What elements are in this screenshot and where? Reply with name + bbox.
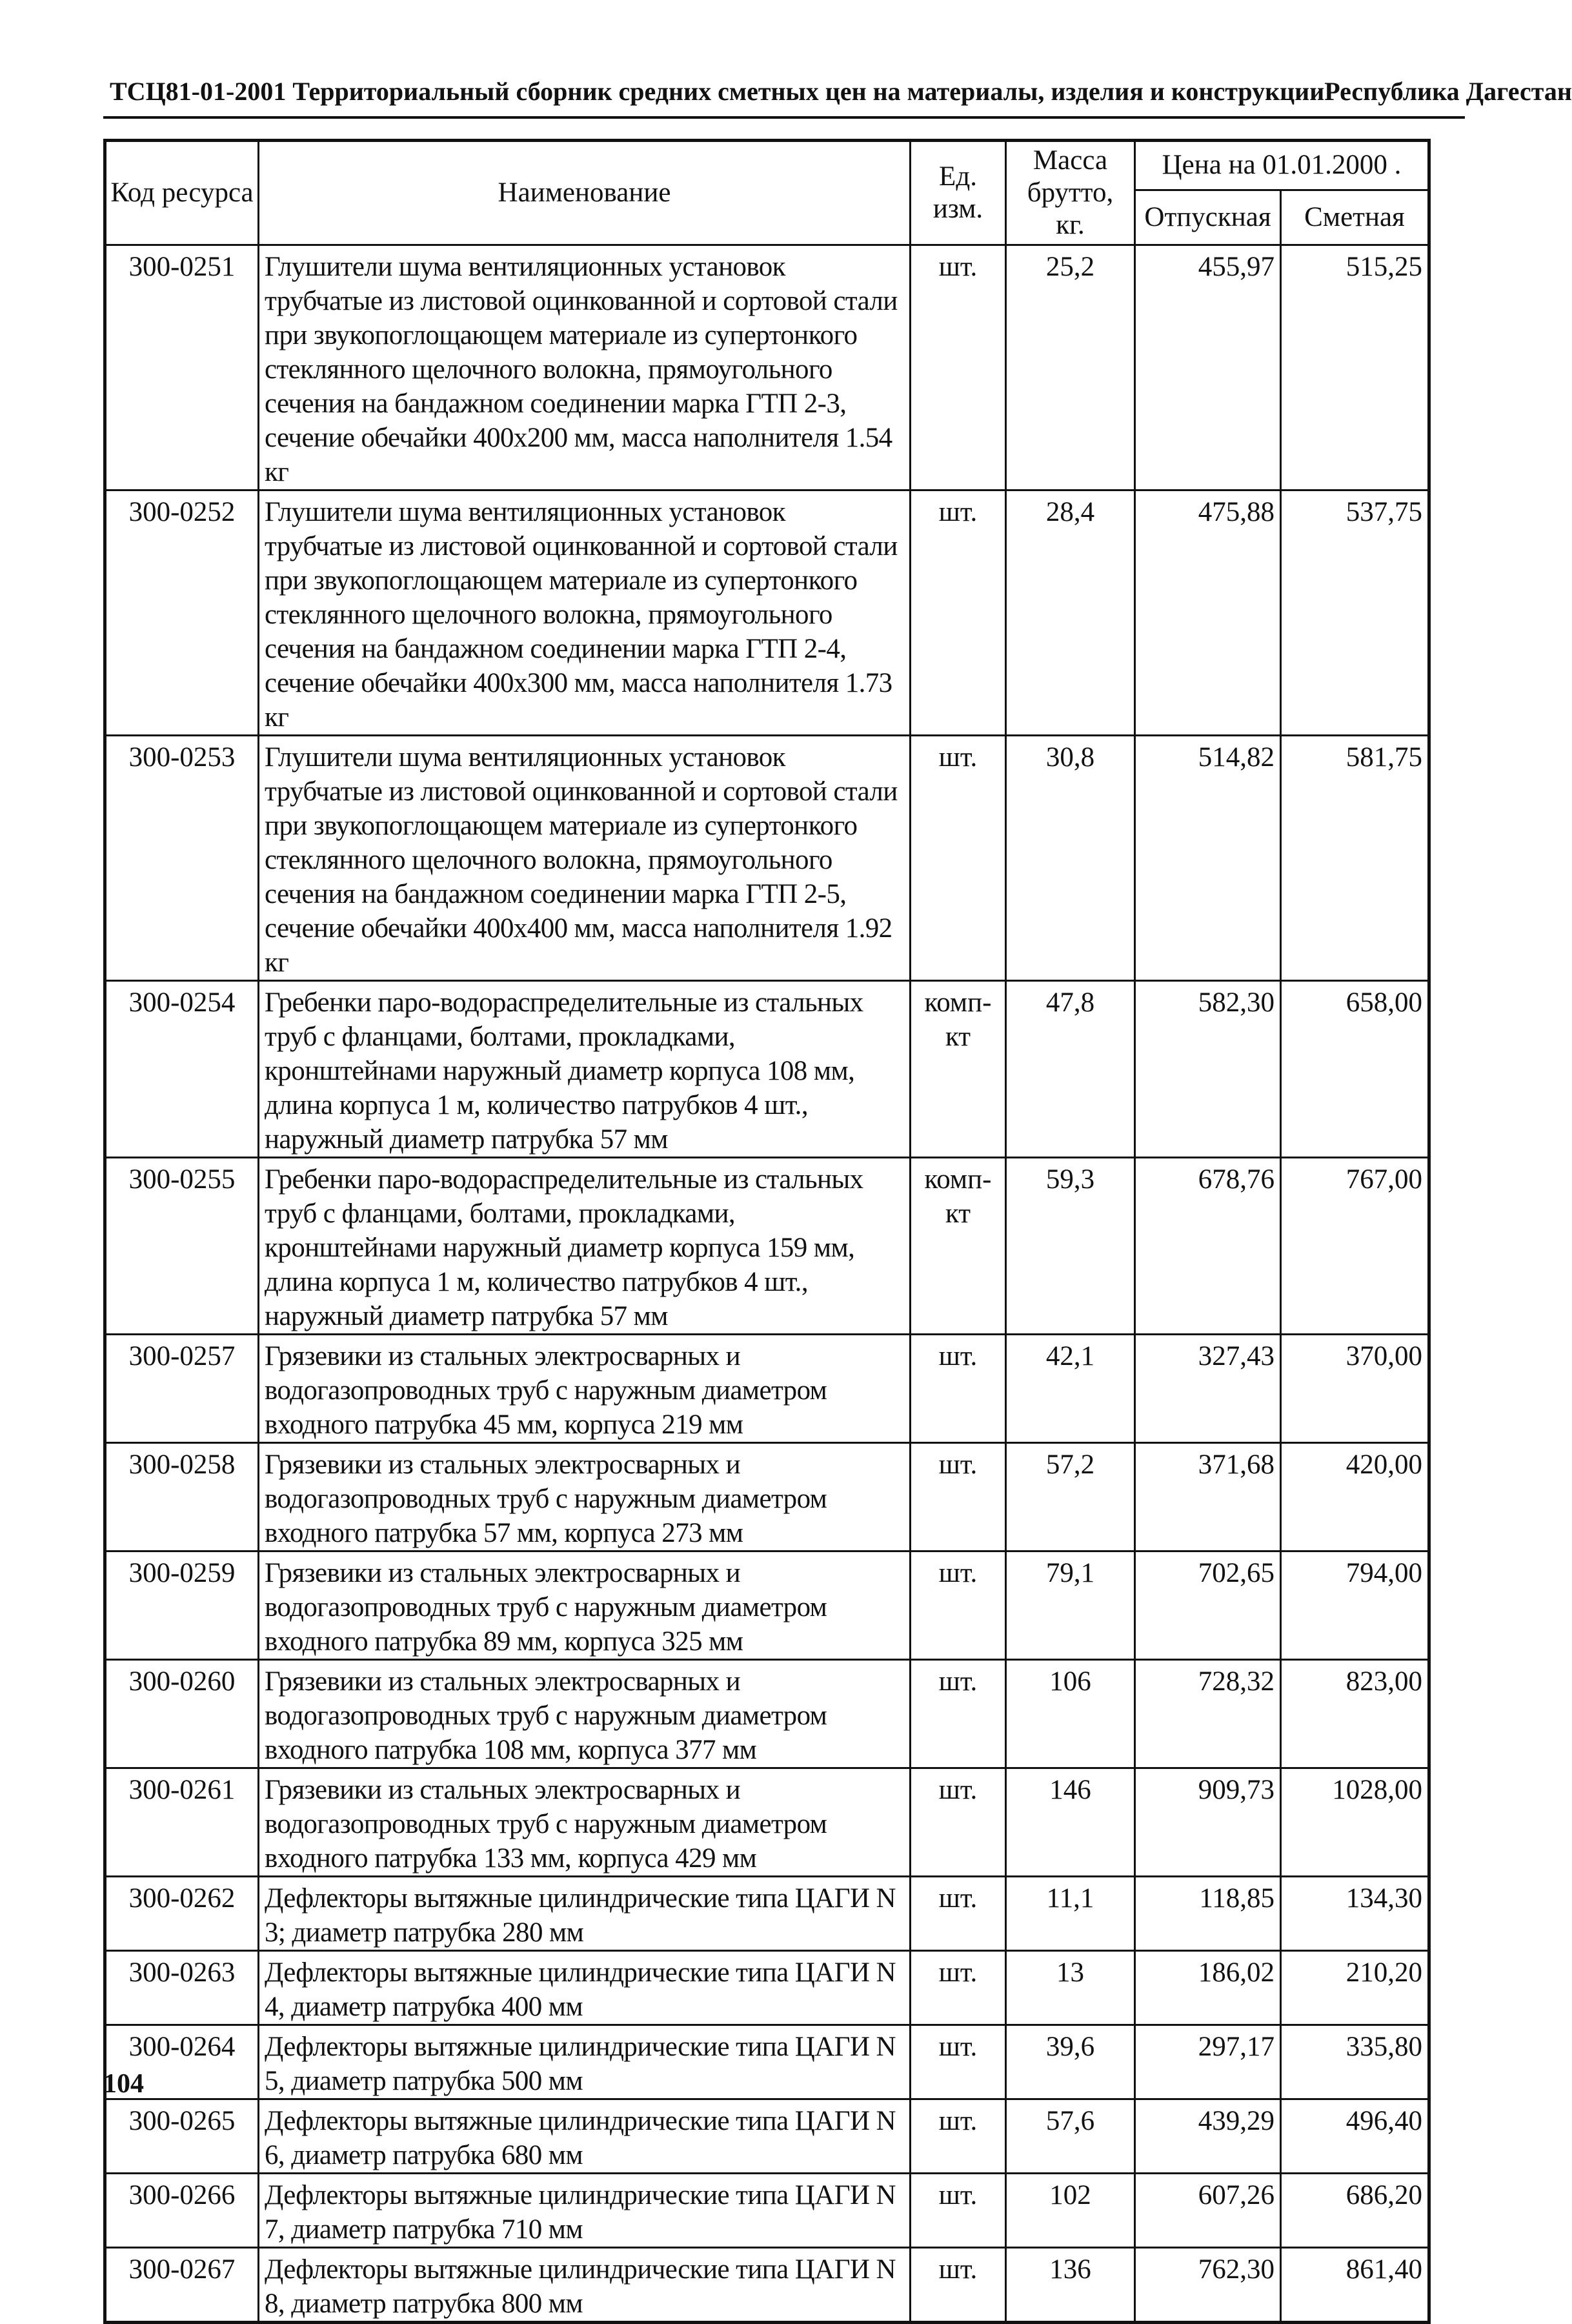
header-region: Республика Дагестан <box>1324 77 1572 106</box>
resource-mass: 13 <box>1006 1951 1135 2025</box>
resource-unit: шт. <box>911 736 1006 981</box>
resource-mass: 106 <box>1006 1660 1135 1768</box>
resource-unit: шт. <box>911 245 1006 490</box>
resource-name: Глушители шума вентиляционных установок трубчатые из листовой оцинкованной и сортовой стали при звукопоглощающем материале из супертонкого стеклянного щелочного волокна, прямоугольного сечения на бандажном соединении марка ГТП 2-4, сечение обечайки 400х300 мм, масса наполнителя 1.73 кг <box>259 490 911 736</box>
resource-name: Глушители шума вентиляционных установок трубчатые из листовой оцинкованной и сортовой стали при звукопоглощающем материале из супертонкого стеклянного щелочного волокна, прямоугольного сечения на бандажном соединении марка ГТП 2-5, сечение обечайки 400х400 мм, масса наполнителя 1.92 кг <box>259 736 911 981</box>
resource-unit: шт. <box>911 1768 1006 1877</box>
estimate-price: 767,00 <box>1281 1158 1429 1335</box>
estimate-price: 658,00 <box>1281 981 1429 1158</box>
resource-mass: 42,1 <box>1006 1335 1135 1443</box>
resource-unit: шт. <box>911 2248 1006 2323</box>
estimate-price: 210,20 <box>1281 1951 1429 2025</box>
resource-mass: 59,3 <box>1006 1158 1135 1335</box>
header-price-group: Цена на 01.01.2000 . <box>1135 141 1429 190</box>
estimate-price: 581,75 <box>1281 736 1429 981</box>
table-row <box>105 1768 1429 1877</box>
resource-mass: 47,8 <box>1006 981 1135 1158</box>
wholesale-price: 678,76 <box>1135 1158 1281 1335</box>
resource-name: Дефлекторы вытяжные цилиндрические типа ЦАГИ N 4, диаметр патрубка 400 мм <box>259 1951 911 2025</box>
resource-mass: 28,4 <box>1006 490 1135 736</box>
wholesale-price: 607,26 <box>1135 2174 1281 2248</box>
resource-unit: шт. <box>911 2174 1006 2248</box>
resource-unit: шт. <box>911 1877 1006 1951</box>
resource-code: 300-0254 <box>105 981 259 1158</box>
resource-unit: шт. <box>911 1951 1006 2025</box>
estimate-price: 335,80 <box>1281 2025 1429 2099</box>
price-table-body <box>105 245 1429 2323</box>
resource-name: Дефлекторы вытяжные цилиндрические типа ЦАГИ N 7, диаметр патрубка 710 мм <box>259 2174 911 2248</box>
estimate-price: 823,00 <box>1281 1660 1429 1768</box>
table-row <box>105 1158 1429 1335</box>
resource-unit: комп-кт <box>911 981 1006 1158</box>
header-name: Наименование <box>259 141 911 245</box>
resource-code: 300-0261 <box>105 1768 259 1877</box>
resource-name: Грязевики из стальных электросварных и водогазопроводных труб с наружным диаметром входного патрубка 133 мм, корпуса 429 мм <box>259 1768 911 1877</box>
resource-name: Гребенки паро-водораспределительные из стальных труб с фланцами, болтами, прокладками, кронштейнами наружный диаметр корпуса 159 мм, длина корпуса 1 м, количество патрубков 4 шт., наружный диаметр патрубка 57 мм <box>259 1158 911 1335</box>
resource-code: 300-0265 <box>105 2099 259 2174</box>
table-row <box>105 1951 1429 2025</box>
resource-mass: 136 <box>1006 2248 1135 2323</box>
estimate-price: 370,00 <box>1281 1335 1429 1443</box>
resource-mass: 25,2 <box>1006 245 1135 490</box>
table-row <box>105 2025 1429 2099</box>
wholesale-price: 327,43 <box>1135 1335 1281 1443</box>
running-header <box>110 76 1572 106</box>
resource-name: Грязевики из стальных электросварных и водогазопроводных труб с наружным диаметром входного патрубка 57 мм, корпуса 273 мм <box>259 1443 911 1551</box>
header-code: Код ресурса <box>105 141 259 245</box>
resource-code: 300-0266 <box>105 2174 259 2248</box>
resource-code: 300-0262 <box>105 1877 259 1951</box>
header-unit: Ед. изм. <box>911 141 1006 245</box>
table-row <box>105 245 1429 490</box>
table-row <box>105 2248 1429 2323</box>
wholesale-price: 455,97 <box>1135 245 1281 490</box>
resource-name: Грязевики из стальных электросварных и водогазопроводных труб с наружным диаметром входного патрубка 89 мм, корпуса 325 мм <box>259 1551 911 1660</box>
wholesale-price: 582,30 <box>1135 981 1281 1158</box>
estimate-price: 496,40 <box>1281 2099 1429 2174</box>
resource-unit: шт. <box>911 1443 1006 1551</box>
wholesale-price: 909,73 <box>1135 1768 1281 1877</box>
table-row <box>105 736 1429 981</box>
resource-code: 300-0263 <box>105 1951 259 2025</box>
resource-unit: шт. <box>911 1335 1006 1443</box>
wholesale-price: 371,68 <box>1135 1443 1281 1551</box>
table-row <box>105 1335 1429 1443</box>
wholesale-price: 475,88 <box>1135 490 1281 736</box>
header-mass: Масса брутто, кг. <box>1006 141 1135 245</box>
resource-mass: 30,8 <box>1006 736 1135 981</box>
table-row <box>105 2174 1429 2248</box>
header-wholesale: Отпускная <box>1135 190 1281 245</box>
header-rule <box>103 116 1465 119</box>
resource-code: 300-0267 <box>105 2248 259 2323</box>
header-estimate: Сметная <box>1281 190 1429 245</box>
wholesale-price: 514,82 <box>1135 736 1281 981</box>
wholesale-price: 762,30 <box>1135 2248 1281 2323</box>
resource-mass: 79,1 <box>1006 1551 1135 1660</box>
table-row <box>105 490 1429 736</box>
resource-mass: 11,1 <box>1006 1877 1135 1951</box>
page-number: 104 <box>103 2069 144 2099</box>
header-collection-title: ТСЦ81-01-2001 Территориальный сборник средних сметных цен на материалы, изделия и конструкции <box>110 77 1325 106</box>
resource-code: 300-0253 <box>105 736 259 981</box>
resource-unit: шт. <box>911 2099 1006 2174</box>
table-row <box>105 1660 1429 1768</box>
wholesale-price: 728,32 <box>1135 1660 1281 1768</box>
estimate-price: 515,25 <box>1281 245 1429 490</box>
wholesale-price: 118,85 <box>1135 1877 1281 1951</box>
estimate-price: 861,40 <box>1281 2248 1429 2323</box>
estimate-price: 420,00 <box>1281 1443 1429 1551</box>
resource-name: Дефлекторы вытяжные цилиндрические типа ЦАГИ N 3; диаметр патрубка 280 мм <box>259 1877 911 1951</box>
resource-name: Грязевики из стальных электросварных и водогазопроводных труб с наружным диаметром входного патрубка 108 мм, корпуса 377 мм <box>259 1660 911 1768</box>
wholesale-price: 439,29 <box>1135 2099 1281 2174</box>
resource-mass: 57,2 <box>1006 1443 1135 1551</box>
resource-unit: шт. <box>911 490 1006 736</box>
resource-name: Дефлекторы вытяжные цилиндрические типа ЦАГИ N 5, диаметр патрубка 500 мм <box>259 2025 911 2099</box>
estimate-price: 537,75 <box>1281 490 1429 736</box>
resource-code: 300-0259 <box>105 1551 259 1660</box>
price-table <box>103 139 1431 2324</box>
resource-mass: 57,6 <box>1006 2099 1135 2174</box>
resource-mass: 146 <box>1006 1768 1135 1877</box>
resource-code: 300-0264 <box>105 2025 259 2099</box>
resource-unit: шт. <box>911 1660 1006 1768</box>
estimate-price: 686,20 <box>1281 2174 1429 2248</box>
resource-code: 300-0252 <box>105 490 259 736</box>
resource-code: 300-0260 <box>105 1660 259 1768</box>
estimate-price: 1028,00 <box>1281 1768 1429 1877</box>
resource-name: Дефлекторы вытяжные цилиндрические типа ЦАГИ N 8, диаметр патрубка 800 мм <box>259 2248 911 2323</box>
resource-mass: 39,6 <box>1006 2025 1135 2099</box>
table-row <box>105 1877 1429 1951</box>
resource-unit: шт. <box>911 1551 1006 1660</box>
wholesale-price: 297,17 <box>1135 2025 1281 2099</box>
resource-code: 300-0251 <box>105 245 259 490</box>
resource-name: Гребенки паро-водораспределительные из стальных труб с фланцами, болтами, прокладками, кронштейнами наружный диаметр корпуса 108 мм, длина корпуса 1 м, количество патрубков 4 шт., наружный диаметр патрубка 57 мм <box>259 981 911 1158</box>
table-row <box>105 1443 1429 1551</box>
estimate-price: 134,30 <box>1281 1877 1429 1951</box>
resource-mass: 102 <box>1006 2174 1135 2248</box>
table-row <box>105 1551 1429 1660</box>
resource-unit: шт. <box>911 2025 1006 2099</box>
resource-name: Грязевики из стальных электросварных и водогазопроводных труб с наружным диаметром входного патрубка 45 мм, корпуса 219 мм <box>259 1335 911 1443</box>
resource-name: Глушители шума вентиляционных установок трубчатые из листовой оцинкованной и сортовой стали при звукопоглощающем материале из супертонкого стеклянного щелочного волокна, прямоугольного сечения на бандажном соединении марка ГТП 2-3, сечение обечайки 400х200 мм, масса наполнителя 1.54 кг <box>259 245 911 490</box>
estimate-price: 794,00 <box>1281 1551 1429 1660</box>
wholesale-price: 186,02 <box>1135 1951 1281 2025</box>
resource-name: Дефлекторы вытяжные цилиндрические типа ЦАГИ N 6, диаметр патрубка 680 мм <box>259 2099 911 2174</box>
table-row <box>105 981 1429 1158</box>
resource-code: 300-0257 <box>105 1335 259 1443</box>
resource-code: 300-0258 <box>105 1443 259 1551</box>
resource-code: 300-0255 <box>105 1158 259 1335</box>
wholesale-price: 702,65 <box>1135 1551 1281 1660</box>
price-table-header <box>105 141 1429 245</box>
resource-unit: комп-кт <box>911 1158 1006 1335</box>
table-row <box>105 2099 1429 2174</box>
